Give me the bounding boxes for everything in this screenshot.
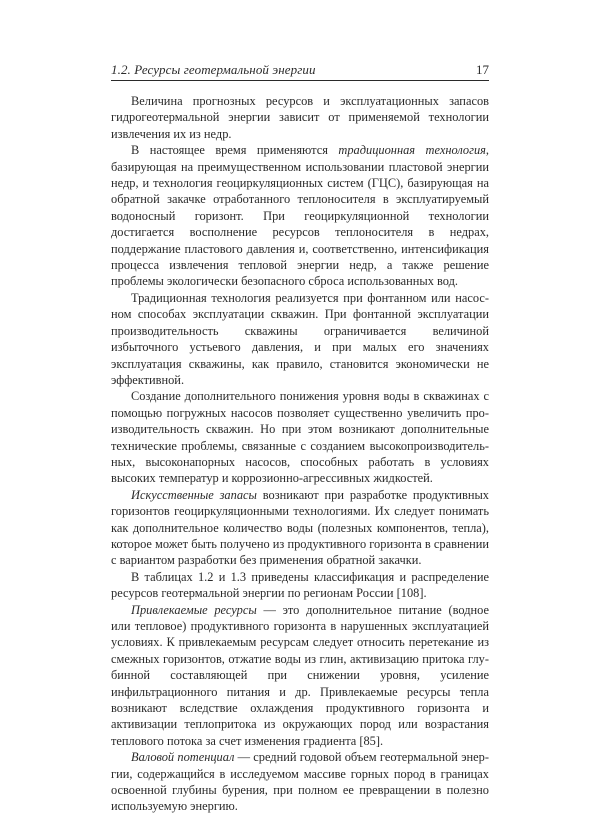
term-gross-potential: Валовой потенциал [131, 750, 235, 765]
page-number: 17 [476, 62, 489, 77]
term-traditional-technology: традиционная технология [338, 143, 486, 158]
paragraph: В таблицах 1.2 и 1.3 приведены классификация и распределение ресурсов геотермальной энергии по регионам России [108]. [111, 569, 489, 601]
paragraph: Величина прогнозных ресурсов и эксплуатационных запасов гидрогеотермальной энергии зависит от применяемой технологии извлечения их из недр. [111, 94, 489, 141]
body-text [111, 93, 489, 815]
paragraph: Традиционная технология реализуется при фонтанном или насосном способах эксплуатации скважин. При фонтанной эксплуатации производительность скважины ограничивается величиной избыточного устьевого давления, и при малых его значениях эксплуатация скважины, как правило, становится экономически не эффективной. [111, 290, 489, 387]
term-attracted-resources: Привлекаемые ресурсы [131, 602, 257, 617]
term-artificial-reserves: Искусственные запасы [131, 487, 257, 502]
paragraph: Искусственные запасы возникают при разработке продуктивных горизонтов геоциркуляционными технологиями. Их следует понимать как дополнительное количество воды (полезных компонентов, тепла), которое может быть получено из продуктивного горизонта в сравнении с вариантом разработки без применения обратной закачки. [111, 487, 489, 568]
header-rule [111, 80, 489, 81]
paragraph: В настоящее время применяются традиционная технология, базирующая на преимущественном использовании пластовой энергии недр, и технология геоциркуляционных систем (ГЦС), базирующая на обратной закачке отработанного теплоносителя в эксплуатируемый водоносный горизонт. При геоциркуляционной технологии достигается восполнение ресурсов теплоносителя в недрах, поддержание пластового давления и, соответственно, интенсификация процесса извлечения тепловой энергии недр, а также решение проблемы экологически безопасного сброса использованных вод. [111, 143, 490, 289]
paragraph: Создание дополнительного понижения уровня воды в скважинах с помощью погружных насосов позволяет существенно увеличить производительность скважин. Но при этом возникают дополнительные технические проблемы, связанные с созданием высокопроизводительных, высоконапорных насосов, способных работать в условиях высоких температур и коррозионно-агрессивных жидкостей. [111, 389, 489, 486]
page-header [111, 62, 489, 82]
paragraph: Валовой потенциал — средний годовой объем геотермальной энергии, содержащийся в исследуемом массиве горных пород в границах освоенной глубины бурения, при полном ее превращении в полезно используемую энергию. [111, 750, 489, 814]
paragraph: Привлекаемые ресурсы — это дополнительное питание (водное или тепловое) продуктивного горизонта в нарушенных эксплуатацией условиях. К привлекаемым ресурсам следует относить перетекание из смежных горизонтов, отжатие воды из глин, активизацию притока глубинной составляющей при снижении уровня, усиление инфильтрационного питания и др. Привлекаемые ресурсы тепла возникают вследствие охлаждения продуктивного горизонта и активизации теплопритока из окружающих пород или возрастания теплового потока за счет изменения градиента [85]. [111, 602, 489, 748]
running-title: 1.2. Ресурсы геотермальной энергии [111, 62, 316, 77]
